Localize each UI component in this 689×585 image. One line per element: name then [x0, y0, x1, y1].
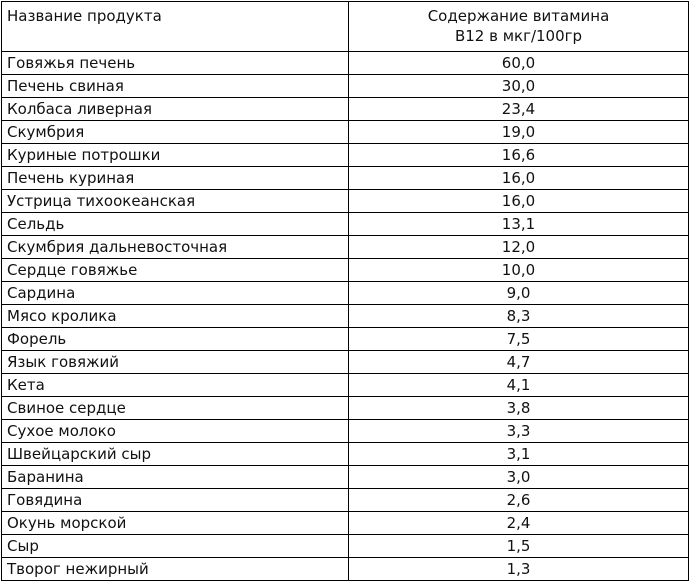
product-name-cell: Сардина	[2, 282, 349, 305]
b12-value-cell: 4,7	[349, 351, 689, 374]
b12-value-cell: 12,0	[349, 236, 689, 259]
table-row	[2, 144, 689, 167]
b12-value-cell: 23,4	[349, 98, 689, 121]
product-name-cell: Язык говяжий	[2, 351, 349, 374]
product-name-cell: Сельдь	[2, 213, 349, 236]
product-name-cell: Мясо кролика	[2, 305, 349, 328]
table-row	[2, 466, 689, 489]
product-name-cell: Куриные потрошки	[2, 144, 349, 167]
b12-value-cell: 2,4	[349, 512, 689, 535]
b12-value-cell: 9,0	[349, 282, 689, 305]
b12-value-cell: 16,0	[349, 190, 689, 213]
table-row	[2, 512, 689, 535]
table-row	[2, 305, 689, 328]
b12-value-cell: 3,3	[349, 420, 689, 443]
product-name-cell: Устрица тихоокеанская	[2, 190, 349, 213]
table-row	[2, 236, 689, 259]
table-row	[2, 351, 689, 374]
table-row	[2, 167, 689, 190]
product-name-cell: Окунь морской	[2, 512, 349, 535]
table-row	[2, 374, 689, 397]
b12-value-cell: 4,1	[349, 374, 689, 397]
product-name-cell: Сухое молоко	[2, 420, 349, 443]
table-row	[2, 535, 689, 558]
product-name-cell: Кета	[2, 374, 349, 397]
product-name-cell: Швейцарский сыр	[2, 443, 349, 466]
b12-value-cell: 3,0	[349, 466, 689, 489]
table-row	[2, 213, 689, 236]
table-row	[2, 443, 689, 466]
table-body	[2, 52, 689, 581]
table-header-row	[2, 2, 689, 52]
b12-value-cell: 16,6	[349, 144, 689, 167]
b12-value-cell: 10,0	[349, 259, 689, 282]
header-product-name: Название продукта	[2, 2, 349, 52]
b12-value-cell: 2,6	[349, 489, 689, 512]
product-name-cell: Сердце говяжье	[2, 259, 349, 282]
product-name-cell: Говяжья печень	[2, 52, 349, 75]
b12-value-cell: 8,3	[349, 305, 689, 328]
b12-value-cell: 1,5	[349, 535, 689, 558]
vitamin-b12-table	[1, 1, 689, 581]
product-name-cell: Сыр	[2, 535, 349, 558]
product-name-cell: Творог нежирный	[2, 558, 349, 581]
product-name-cell: Печень куриная	[2, 167, 349, 190]
table-row	[2, 52, 689, 75]
b12-value-cell: 1,3	[349, 558, 689, 581]
table-row	[2, 489, 689, 512]
product-name-cell: Скумбрия дальневосточная	[2, 236, 349, 259]
table-row	[2, 98, 689, 121]
table-row	[2, 190, 689, 213]
table-row	[2, 75, 689, 98]
product-name-cell: Скумбрия	[2, 121, 349, 144]
table-row	[2, 420, 689, 443]
product-name-cell: Колбаса ливерная	[2, 98, 349, 121]
table-row	[2, 282, 689, 305]
table-row	[2, 259, 689, 282]
b12-value-cell: 60,0	[349, 52, 689, 75]
product-name-cell: Печень свиная	[2, 75, 349, 98]
table-row	[2, 558, 689, 581]
header-vitamin-content	[349, 2, 689, 52]
table-row	[2, 121, 689, 144]
b12-value-cell: 16,0	[349, 167, 689, 190]
b12-value-cell: 13,1	[349, 213, 689, 236]
header-vitamin-line1: Содержание витамина	[427, 7, 610, 25]
product-name-cell: Баранина	[2, 466, 349, 489]
header-vitamin-line2: В12 в мкг/100гр	[454, 27, 583, 45]
product-name-cell: Свиное сердце	[2, 397, 349, 420]
b12-value-cell: 30,0	[349, 75, 689, 98]
product-name-cell: Форель	[2, 328, 349, 351]
product-name-cell: Говядина	[2, 489, 349, 512]
table-row	[2, 397, 689, 420]
b12-value-cell: 3,8	[349, 397, 689, 420]
b12-value-cell: 3,1	[349, 443, 689, 466]
table-row	[2, 328, 689, 351]
b12-value-cell: 7,5	[349, 328, 689, 351]
b12-value-cell: 19,0	[349, 121, 689, 144]
